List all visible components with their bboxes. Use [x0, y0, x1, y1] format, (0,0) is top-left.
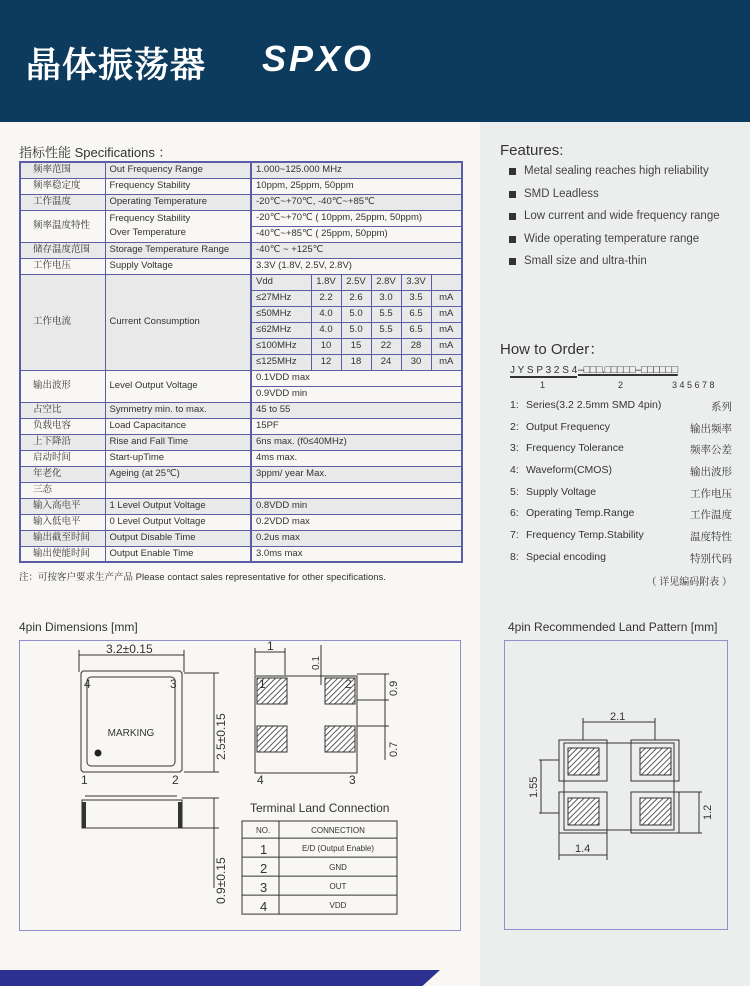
current-header-row	[20, 274, 462, 290]
order-en: Frequency Temp.Stability	[526, 529, 644, 542]
spec-cell: 6.5	[401, 306, 431, 322]
feature-item	[500, 210, 720, 233]
spec-cell: 频率范围	[20, 162, 105, 178]
feature-item	[500, 188, 720, 211]
spec-cell: Output Disable Time	[105, 530, 251, 546]
order-cn: 输出频率	[690, 422, 732, 435]
spec-cell: 22	[371, 338, 401, 354]
spec-row	[20, 530, 462, 546]
order-cn: 系列	[711, 401, 732, 413]
spec-cell: 5.5	[371, 306, 401, 322]
height-dim-label: 2.5±0.15	[214, 713, 228, 760]
terminal-no: 1	[260, 842, 268, 858]
features	[500, 142, 720, 278]
spec-row	[20, 418, 462, 434]
terminal-connection: OUT	[329, 882, 347, 892]
feature-text: Low current and wide frequency range	[524, 210, 720, 222]
spec-cell: 输出截至时间	[20, 530, 105, 546]
spec-row	[20, 482, 462, 498]
land-drawing	[504, 640, 728, 930]
spec-cell: 5.5	[371, 322, 401, 338]
order-num: 7:	[510, 529, 519, 542]
pin-label: 1	[81, 773, 88, 787]
spec-cell: 2.5V	[341, 274, 371, 290]
terminal-header: NO.	[256, 826, 271, 835]
order-item	[500, 399, 732, 421]
spec-row	[20, 498, 462, 514]
spec-cell: Frequency Stability	[105, 178, 251, 194]
spec-cell: 5.0	[341, 322, 371, 338]
spec-cell: 24	[371, 354, 401, 370]
spec-cell: 3.0	[371, 290, 401, 306]
spec-cell: 6ns max. (f0≤40MHz)	[251, 434, 462, 450]
code-prefix: J Y S P 3 2 S 4	[510, 365, 578, 376]
spec-cell: Storage Temperature Range	[105, 242, 251, 258]
order-en: Waveform(CMOS)	[526, 464, 612, 477]
feature-item	[500, 255, 720, 278]
spec-cell: mA	[431, 306, 462, 322]
spec-cell: 3.0ms max	[251, 546, 462, 562]
spec-cell: 0.8VDD min	[251, 498, 462, 514]
spec-cell: 0.2us max	[251, 530, 462, 546]
dimensions-frame	[19, 640, 461, 931]
spec-cell: Out Frequency Range	[105, 162, 251, 178]
pin-label: 4	[84, 677, 91, 691]
spec-cell: 28	[401, 338, 431, 354]
spec-cell: 1 Level Output Voltage	[105, 498, 251, 514]
order-num: 1:	[510, 399, 519, 411]
spec-cell: ≤125MHz	[251, 354, 311, 370]
land-title: 4pin Recommended Land Pattern [mm]	[508, 620, 718, 634]
order-item	[500, 529, 732, 551]
spec-cell: 工作温度	[20, 194, 105, 210]
order-num: 5:	[510, 485, 519, 498]
square-bullet-icon	[509, 168, 516, 175]
package-side-outline	[82, 800, 182, 828]
terminal-title: Terminal Land Connection	[250, 801, 390, 815]
spec-cell: Rise and Fall Time	[105, 434, 251, 450]
land-dim-label: 1.55	[528, 776, 540, 798]
square-bullet-icon	[509, 213, 516, 220]
spec-cell: 3.5	[401, 290, 431, 306]
spec-cell: 15PF	[251, 418, 462, 434]
spec-cell: 18	[341, 354, 371, 370]
order-num: 3:	[510, 442, 519, 455]
spec-cell	[105, 210, 251, 242]
spec-cell: 12	[311, 354, 341, 370]
spec-row	[20, 450, 462, 466]
land-dim-label: 1.4	[575, 843, 591, 855]
square-bullet-icon	[509, 258, 516, 265]
code-rest: –□□□.□□□□□–□□□□□□	[578, 364, 678, 376]
spec-cell: 频率稳定度	[20, 178, 105, 194]
spec-cell: 输入低电平	[20, 514, 105, 530]
width-dim-label: 3.2±0.15	[106, 642, 153, 656]
header-banner	[0, 0, 750, 122]
code-group-3: 3 4 5 6 7 8	[672, 380, 715, 390]
spec-table	[19, 161, 463, 563]
pin-label: 2	[345, 677, 352, 691]
spec-cell: 5.0	[341, 306, 371, 322]
specs-title: 指标性能 Specifications ：	[19, 145, 172, 160]
order-en: Supply Voltage	[526, 485, 597, 498]
spec-cell: Symmetry min. to max.	[105, 402, 251, 418]
spec-cell: 4ms max.	[251, 450, 462, 466]
spec-cell: ≤27MHz	[251, 290, 311, 306]
order-cn: 工作电压	[690, 487, 732, 500]
land-dim-label: 1.2	[702, 804, 714, 820]
spec-cell: mA	[431, 338, 462, 354]
spec-row	[20, 242, 462, 258]
order-item	[500, 486, 732, 508]
spec-en: Over Temperature	[109, 227, 186, 238]
spec-cell: ≤100MHz	[251, 338, 311, 354]
title-cn: 晶体振荡器	[26, 46, 207, 86]
spec-cell: 2.8V	[371, 274, 401, 290]
feature-text: Small size and ultra-thin	[524, 255, 647, 267]
spec-cell: 工作电压	[20, 258, 105, 274]
spec-cell: 1.000~125.000 MHz	[251, 162, 462, 178]
spec-cell: 15	[341, 338, 371, 354]
pin-label: 4	[257, 773, 264, 787]
bottom-band	[0, 970, 440, 986]
pin-label: 2	[172, 773, 179, 787]
feature-item	[500, 165, 720, 188]
spec-cell: 45 to 55	[251, 402, 462, 418]
feature-text: Wide operating temperature range	[524, 232, 700, 245]
dimensions-title: 4pin Dimensions [mm]	[19, 620, 138, 634]
order-item	[500, 507, 732, 529]
spec-cell: Current Consumption	[105, 274, 251, 370]
spec-cell: 频率温度特性	[20, 210, 105, 242]
spec-cell: Supply Voltage	[105, 258, 251, 274]
order-item	[500, 442, 732, 464]
spec-row	[20, 210, 462, 226]
terminal-connection: GND	[329, 863, 347, 873]
spec-cell: 3.3V (1.8V, 2.5V, 2.8V)	[251, 258, 462, 274]
spec-en: Frequency Stability	[109, 213, 191, 224]
pad-dim-label: 0.7	[388, 741, 400, 757]
spec-cell: -40℃ ~ +125℃	[251, 242, 462, 258]
spec-cell: 4.0	[311, 306, 341, 322]
square-bullet-icon	[509, 236, 516, 243]
spec-cell: 30	[401, 354, 431, 370]
spec-cell	[105, 482, 251, 498]
terminal-table	[242, 821, 397, 914]
spec-row	[20, 258, 462, 274]
spec-cell: 2.2	[311, 290, 341, 306]
order-item	[500, 551, 732, 573]
spec-row	[20, 402, 462, 418]
spec-row	[20, 370, 462, 386]
spec-cell: -20℃~+70℃ ( 10ppm, 25ppm, 50ppm)	[251, 210, 462, 226]
spec-cell: Output Enable Time	[105, 546, 251, 562]
code-group-1: 1	[540, 380, 546, 390]
spec-cell: 3ppm/ year Max.	[251, 466, 462, 482]
spec-cell: Operating Temperature	[105, 194, 251, 210]
spec-cell: 1.8V	[311, 274, 341, 290]
spec-cell: mA	[431, 290, 462, 306]
order-cn: 频率公差	[690, 444, 732, 457]
spec-cell: 10ppm, 25ppm, 50ppm	[251, 178, 462, 194]
spec-cell: 输入高电平	[20, 498, 105, 514]
pad-3	[325, 726, 355, 752]
order-item	[500, 421, 732, 443]
order-num: 2:	[510, 420, 519, 433]
how-to-order	[500, 338, 732, 588]
pad-dim-label: 0.1	[311, 656, 322, 670]
spec-cell: 6.5	[401, 322, 431, 338]
land-dim-label: 2.1	[610, 711, 626, 723]
spec-cell: ≤50MHz	[251, 306, 311, 322]
spec-cell: Start-upTime	[105, 450, 251, 466]
order-en: Series(3.2 2.5mm SMD 4pin)	[526, 399, 662, 411]
feature-text: Metal sealing reaches high reliability	[524, 165, 709, 177]
order-en: Operating Temp.Range	[526, 507, 635, 520]
spec-cell: mA	[431, 354, 462, 370]
spec-cell: 负载电容	[20, 418, 105, 434]
spec-cell: 三态	[20, 482, 105, 498]
order-cn: 特别代码	[690, 552, 732, 565]
order-cn: 输出波形	[690, 466, 732, 479]
order-title: How to Order：	[500, 341, 605, 358]
spec-cell: 4.0	[311, 322, 341, 338]
spec-cell: 2.6	[341, 290, 371, 306]
order-en: Frequency Tolerance	[526, 442, 624, 455]
spec-row	[20, 546, 462, 562]
spec-cell: Vdd	[251, 274, 311, 290]
feature-text: SMD Leadless	[524, 187, 599, 200]
spec-row	[20, 194, 462, 210]
pad-dim-label: 0.9	[388, 680, 400, 696]
thickness-dim-label: 0.9±0.15	[214, 857, 228, 904]
pad-4	[257, 726, 287, 752]
order-footnote: （ 详见编码附表 ）	[646, 576, 732, 588]
spec-cell	[431, 274, 462, 290]
spec-cell: 占空比	[20, 402, 105, 418]
pin-label: 3	[349, 773, 356, 787]
spec-cell: 3.3V	[401, 274, 431, 290]
terminal-connection: VDD	[329, 901, 347, 911]
order-item	[500, 464, 732, 486]
square-bullet-icon	[509, 191, 516, 198]
dimensions-drawing	[19, 640, 461, 931]
spec-cell: Load Capacitance	[105, 418, 251, 434]
spec-cell: Ageing (at 25℃)	[105, 466, 251, 482]
spec-cell: 0.9VDD min	[251, 386, 462, 402]
spec-cell: -40℃~+85℃ ( 25ppm, 50ppm)	[251, 226, 462, 242]
order-code	[500, 365, 732, 399]
spec-row	[20, 434, 462, 450]
pad-dim-label: 1	[267, 640, 274, 653]
spec-cell: 年老化	[20, 466, 105, 482]
spec-row	[20, 162, 462, 178]
spec-cell: 输出使能时间	[20, 546, 105, 562]
spec-cell: -20℃~+70℃, -40℃~+85℃	[251, 194, 462, 210]
terminal-header: CONNECTION	[311, 826, 365, 835]
order-en: Special encoding	[526, 550, 606, 563]
pin-label: 3	[170, 677, 177, 691]
spec-cell: 工作电流	[20, 274, 105, 370]
order-cn: 温度特性	[690, 531, 732, 544]
order-cn: 工作温度	[690, 509, 732, 522]
terminal-connection: E/D (Output Enable)	[301, 844, 375, 854]
feature-item	[500, 233, 720, 256]
title-en: SPXO	[262, 38, 375, 79]
spec-note: 注：可按客户要求生产产品 Please contact sales representative for other specifications.	[19, 572, 386, 583]
spec-row	[20, 178, 462, 194]
spec-cell: 上下降沿	[20, 434, 105, 450]
spec-row	[20, 514, 462, 530]
spec-cell: 10	[311, 338, 341, 354]
terminal-no: 3	[260, 880, 268, 896]
spec-row	[20, 466, 462, 482]
spec-cell: mA	[431, 322, 462, 338]
spec-cell: 0 Level Output Voltage	[105, 514, 251, 530]
land-frame	[504, 640, 728, 930]
order-num: 6:	[510, 507, 519, 520]
terminal-no: 4	[260, 899, 268, 915]
spec-cell	[251, 482, 462, 498]
terminal-no: 2	[260, 861, 268, 877]
pin-label: 1	[259, 677, 266, 691]
spec-cell: 0.1VDD max	[251, 370, 462, 386]
order-en: Output Frequency	[526, 420, 611, 433]
spec-cell: 储存温度范围	[20, 242, 105, 258]
package-top-outline	[81, 671, 182, 772]
code-group-2: 2	[618, 380, 624, 390]
spec-cell: 输出波形	[20, 370, 105, 402]
spec-cell: 启动时间	[20, 450, 105, 466]
order-num: 8:	[510, 550, 519, 563]
order-num: 4:	[510, 464, 519, 477]
spec-cell: ≤62MHz	[251, 322, 311, 338]
features-title: Features:	[500, 142, 564, 159]
spec-cell: 0.2VDD max	[251, 514, 462, 530]
marking-label: MARKING	[107, 728, 155, 739]
spec-cell: Level Output Voltage	[105, 370, 251, 402]
